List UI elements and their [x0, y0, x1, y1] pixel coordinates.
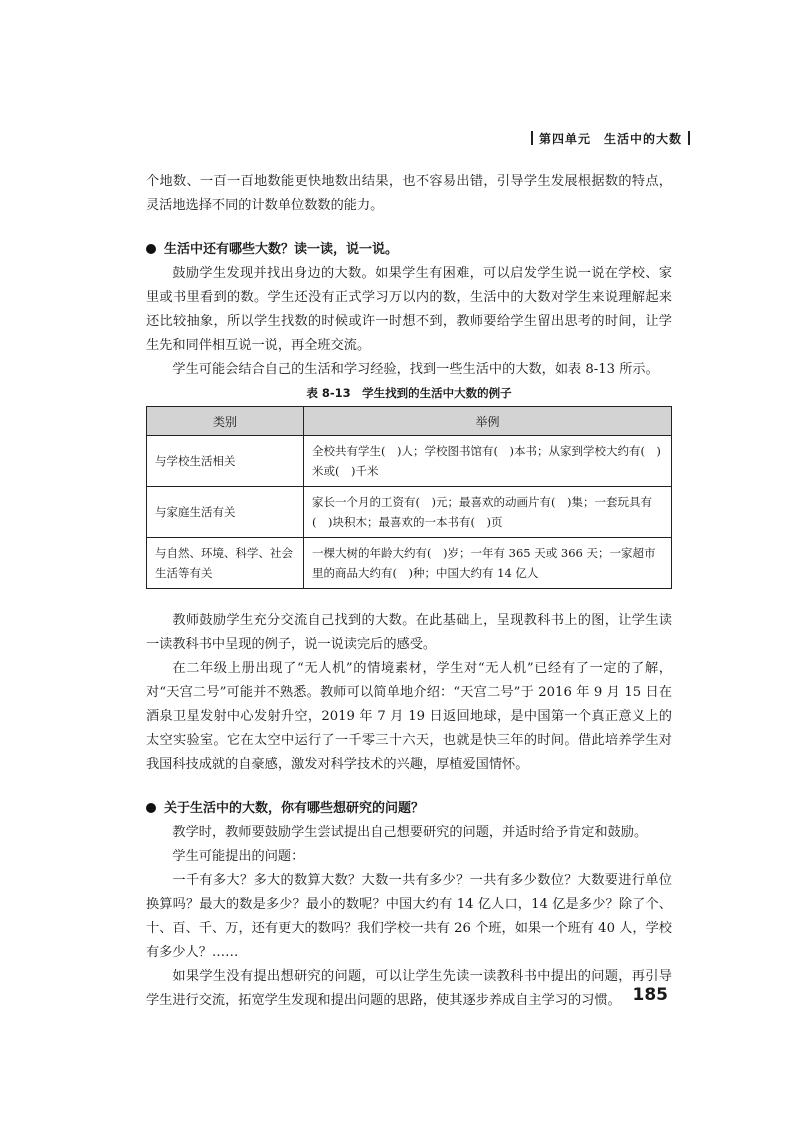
table-header-example: 举例	[304, 407, 672, 436]
paragraph-3: 学生可能会结合自己的生活和学习经验，找到一些生活中的大数，如表 8-13 所示。	[172, 362, 659, 377]
paragraph-6: 教学时，教师要鼓励学生尝试提出自己想要研究的问题，并适时给予肯定和鼓励。	[172, 825, 648, 840]
section-heading-2-text: 关于生活中的大数，你有哪些想研究的问题？	[164, 801, 425, 816]
paragraph-7: 学生可能提出的问题：	[172, 849, 305, 864]
paragraph-4: 教师鼓励学生充分交流自己找到的大数。在此基础上，呈现教科书上的图，让学生读一读教科书中呈现的例子，说一说读完后的感受。	[146, 613, 672, 652]
table-header-category: 类别	[147, 407, 304, 436]
section-heading-1-text: 生活中还有哪些大数？读一读，说一说。	[164, 242, 399, 257]
header-unit: 第四单元	[538, 132, 591, 146]
table-caption: 表 8-13 学生找到的生活中大数的例子	[306, 386, 512, 400]
table-cell-category: 与学校生活相关	[147, 436, 304, 487]
table-cell-example: 家长一个月的工资有( )元；最喜欢的动画片有( )集；一套玩具有( )块积木；最喜欢的一本书有( )页	[304, 487, 672, 538]
paragraph-5: 在二年级上册出现了“无人机”的情境素材，学生对“无人机”已经有了一定的了解，对“天宫二号”可能并不熟悉。教师可以简单地介绍：“天宫二号”于 2016 年 9 月 15 日在酒泉卫星发射中心发射升空，2019 年 7 月 19 日返回地球，是中国第一个真正意义上的太空实验室。它在太空中运行了一千零三十六天，也就是快三年的时间。借此培养学生对我国科技成就的自豪感，激发对科学技术的兴趣，厚植爱国情怀。	[146, 661, 672, 772]
table-cell-category: 与自然、环境、科学、社会生活等有关	[147, 538, 304, 589]
bullet-dot-icon	[146, 803, 156, 813]
section-heading-2	[146, 797, 672, 821]
table-cell-example: 全校共有学生( )人；学校图书馆有( )本书；从家到学校大约有( )米或( )千米	[304, 436, 672, 487]
table-header-row	[147, 407, 672, 436]
page-content	[146, 170, 672, 1013]
page-number: 185	[632, 985, 668, 1005]
examples-table	[146, 406, 672, 589]
header-bar-right	[688, 131, 690, 145]
running-header	[525, 130, 696, 147]
bullet-dot-icon	[146, 244, 156, 254]
table-cell-example: 一棵大树的年龄大约有( )岁；一年有 365 天或 366 天；一家超市里的商品大约有( )种；中国大约有 14 亿人	[304, 538, 672, 589]
paragraph-9: 如果学生没有提出想研究的问题，可以让学生先读一读教科书中提出的问题，再引导学生进行交流，拓宽学生发现和提出问题的思路，使其逐步养成自主学习的习惯。	[146, 969, 672, 1008]
table-cell-category: 与家庭生活有关	[147, 487, 304, 538]
header-title: 生活中的大数	[603, 132, 682, 146]
section-heading-1	[146, 238, 672, 262]
table-row	[147, 436, 672, 487]
paragraph-2: 鼓励学生发现并找出身边的大数。如果学生有困难，可以启发学生说一说在学校、家里或书里看到的数。学生还没有正式学习万以内的数，生活中的大数对学生来说理解起来还比较抽象，所以学生找数的时候或许一时想不到，教师要给学生留出思考的时间，让学生先和同伴相互说一说，再全班交流。	[146, 266, 672, 353]
header-bar-left	[531, 131, 533, 145]
paragraph-8: 一千有多大？多大的数算大数？大数一共有多少？一共有多少数位？大数要进行单位换算吗？最大的数是多少？最小的数呢？中国大约有 14 亿人口，14 亿是多少？除了个、十、百、千、万，还有更大的数吗？我们学校一共有 26 个班，如果一个班有 40 人，学校有多少人？……	[146, 873, 672, 960]
table-row	[147, 538, 672, 589]
paragraph-1: 个地数、一百一百地数能更快地数出结果，也不容易出错，引导学生发展根据数的特点，灵活地选择不同的计数单位数数的能力。	[146, 174, 672, 213]
table-row	[147, 487, 672, 538]
